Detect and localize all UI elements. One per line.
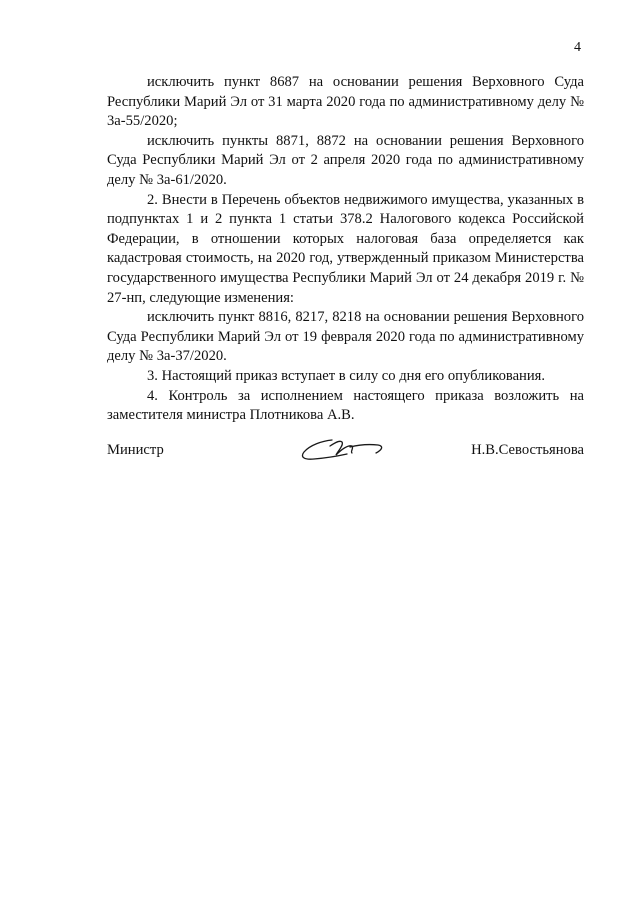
paragraph-item-2-amend-list: 2. Внести в Перечень объектов недвижимого имущества, указанных в подпунктах 1 и 2 пункта 1 статьи 378.2 Налогового кодекса Российской Федерации, в отношении которых налоговая база определяется как кадастровая стоимость, на 2020 год, утвержденный приказом Министерства государственного имущества Республики Марий Эл от 24 декабря 2019 г. № 27-нп, следующие изменения: [107, 191, 584, 306]
signer-position: Министр [107, 442, 164, 458]
signature-block [107, 432, 584, 468]
paragraph-item-3-effective: 3. Настоящий приказ вступает в силу со дня его опубликования. [147, 367, 546, 384]
document-body [107, 73, 584, 426]
handwritten-signature [292, 432, 392, 468]
page-number: 4 [574, 40, 581, 55]
paragraph-item-4-control: 4. Контроль за исполнением настоящего приказа возложить на заместителя министра Плотникова А.В. [107, 387, 584, 424]
paragraph-exclude-8816: исключить пункт 8816, 8217, 8218 на основании решения Верховного Суда Республики Марий Эл от 19 февраля 2020 года по административному делу № 3а-37/2020. [107, 309, 584, 365]
paragraph-exclude-8871-8872: исключить пункты 8871, 8872 на основании решения Верховного Суда Республики Марий Эл от 2 апреля 2020 года по административному делу № 3а-61/2020. [107, 132, 584, 188]
paragraph-exclude-8687: исключить пункт 8687 на основании решения Верховного Суда Республики Марий Эл от 31 марта 2020 года по административному делу № 3а-55/2020; [107, 74, 584, 130]
signer-name: Н.В.Севостьянова [471, 442, 584, 458]
